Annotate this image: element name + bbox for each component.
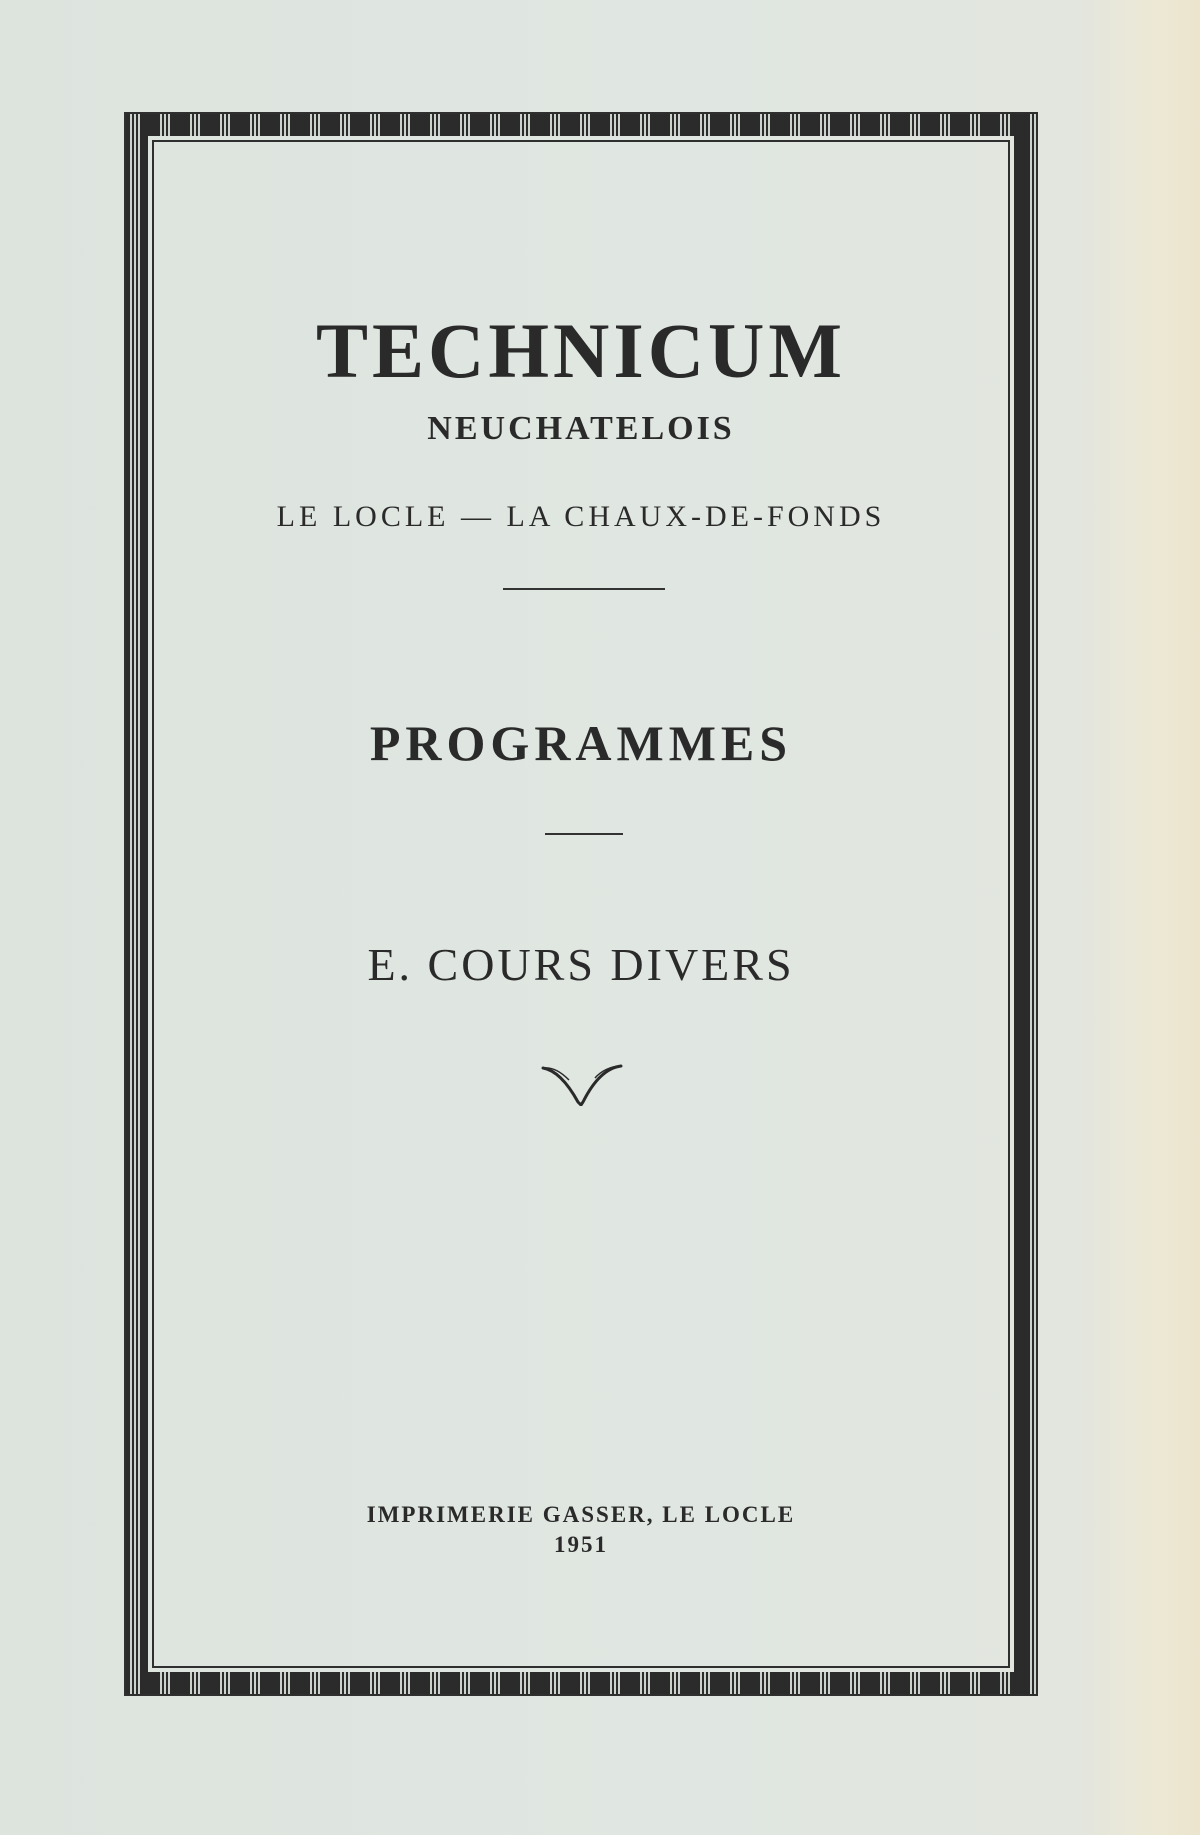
document-title: TECHNICUM [315, 307, 846, 394]
course-title: E. COURS DIVERS [367, 939, 795, 990]
section-heading: PROGRAMMES [369, 715, 793, 771]
divider-rule-middle [545, 833, 623, 835]
paper-edge-shading [1090, 0, 1200, 1835]
publication-year: 1951 [554, 1532, 608, 1557]
document-subtitle: NEUCHATELOIS [427, 410, 735, 447]
locations-line: LE LOCLE — LA CHAUX-DE-FONDS [276, 500, 886, 533]
printer-imprint: IMPRIMERIE GASSER, LE LOCLE [366, 1502, 796, 1527]
divider-rule-top [503, 588, 665, 590]
fleuron-v-icon [541, 1062, 623, 1106]
cover-content [150, 140, 1012, 1668]
